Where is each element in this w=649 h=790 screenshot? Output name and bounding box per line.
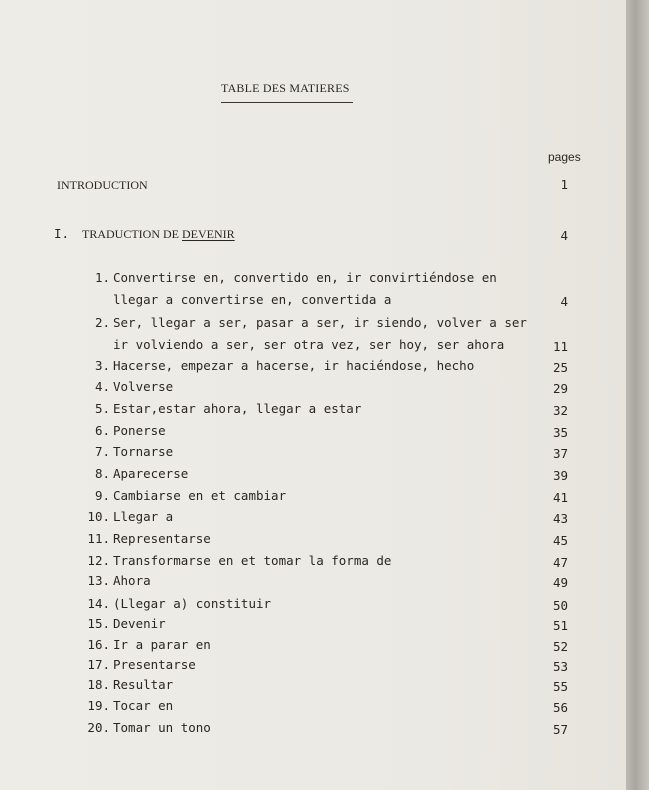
entry-page-number: 52 (552, 639, 568, 654)
entry-page-number: 43 (552, 511, 568, 526)
entry-title-line: Ahora (113, 573, 151, 588)
entry-page-number: 57 (552, 722, 568, 737)
entry-page-number: 55 (552, 679, 568, 694)
section-title-prefix: TRADUCTION DE (82, 227, 182, 241)
entry-title-line: Transformarse en et tomar la forma de (113, 553, 392, 568)
entry-page-number: 29 (552, 381, 568, 396)
entry-page-number: 56 (552, 700, 568, 715)
entry-number: 11. (87, 531, 110, 546)
entry-number: 2. (94, 315, 110, 330)
entry-title-line: Tomar un tono (113, 720, 211, 735)
entry-page-number: 37 (552, 446, 568, 461)
entry-page-number: 51 (552, 618, 568, 633)
entry-title-line: ir volviendo a ser, ser otra vez, ser hoy, ser ahora (113, 337, 505, 352)
entry-title-line: Ponerse (113, 423, 166, 438)
entry-title-line: Ir a parar en (113, 637, 211, 652)
section-page: 4 (560, 228, 568, 243)
entry-number: 6. (94, 423, 110, 438)
entry-page-number: 25 (552, 360, 568, 375)
entry-title-line: Hacerse, empezar a hacerse, ir haciéndose, hecho (113, 358, 475, 373)
entry-page-number: 53 (552, 659, 568, 674)
entry-title-line: Convertirse en, convertido en, ir convirtiéndose en (113, 270, 497, 285)
entry-title-line: Resultar (113, 677, 174, 692)
entry-title-line: Llegar a (113, 509, 174, 524)
entry-title-line: Cambiarse en et cambiar (113, 488, 287, 503)
entry-title-line: Estar,estar ahora, llegar a estar (113, 401, 362, 416)
entry-number: 19. (87, 698, 110, 713)
entry-number: 4. (94, 379, 110, 394)
entry-page-number: 49 (552, 575, 568, 590)
entry-page-number: 32 (552, 403, 568, 418)
entry-number: 18. (87, 677, 110, 692)
entry-title-line: Ser, llegar a ser, pasar a ser, ir siendo, volver a ser (113, 315, 527, 330)
entry-number: 7. (94, 444, 110, 459)
entry-number: 16. (87, 637, 110, 652)
entry-number: 3. (94, 358, 110, 373)
entry-number: 12. (87, 553, 110, 568)
entry-page-number: 41 (552, 490, 568, 505)
page-edge-shadow (626, 0, 649, 790)
entry-title-line: llegar a convertirse en, convertida a (113, 292, 392, 307)
entry-number: 9. (94, 488, 110, 503)
entry-number: 5. (94, 401, 110, 416)
entry-number: 20. (87, 720, 110, 735)
title-underline (221, 102, 353, 103)
entry-title-line: Tornarse (113, 444, 174, 459)
entry-title-line: Aparecerse (113, 466, 189, 481)
section-title (82, 226, 235, 242)
entry-number: 15. (87, 616, 110, 631)
entry-number: 13. (87, 573, 110, 588)
entry-title-line: Devenir (113, 616, 166, 631)
toc-title: TABLE DES MATIERES (221, 81, 350, 95)
entry-page-number: 45 (552, 533, 568, 548)
pages-column-header: pages (548, 150, 581, 164)
entry-number: 8. (94, 466, 110, 481)
entry-page-number: 11 (552, 339, 568, 354)
entry-title-line: Representarse (113, 531, 211, 546)
entry-page-number: 47 (552, 555, 568, 570)
entry-number: 17. (87, 657, 110, 672)
introduction-label: INTRODUCTION (57, 178, 148, 192)
entry-title-line: Presentarse (113, 657, 196, 672)
entry-page-number: 39 (552, 468, 568, 483)
entry-title-line: (Llegar a) constituir (113, 596, 272, 611)
entry-page-number: 4 (560, 294, 568, 309)
introduction-page: 1 (560, 177, 568, 192)
section-title-emphasis: DEVENIR (182, 227, 235, 241)
section-number: I. (54, 226, 70, 241)
entry-title-line: Tocar en (113, 698, 174, 713)
entry-title-line: Volverse (113, 379, 174, 394)
entry-page-number: 50 (552, 598, 568, 613)
entry-number: 1. (94, 270, 110, 285)
entry-page-number: 35 (552, 425, 568, 440)
entry-number: 10. (87, 509, 110, 524)
entry-number: 14. (87, 596, 110, 611)
